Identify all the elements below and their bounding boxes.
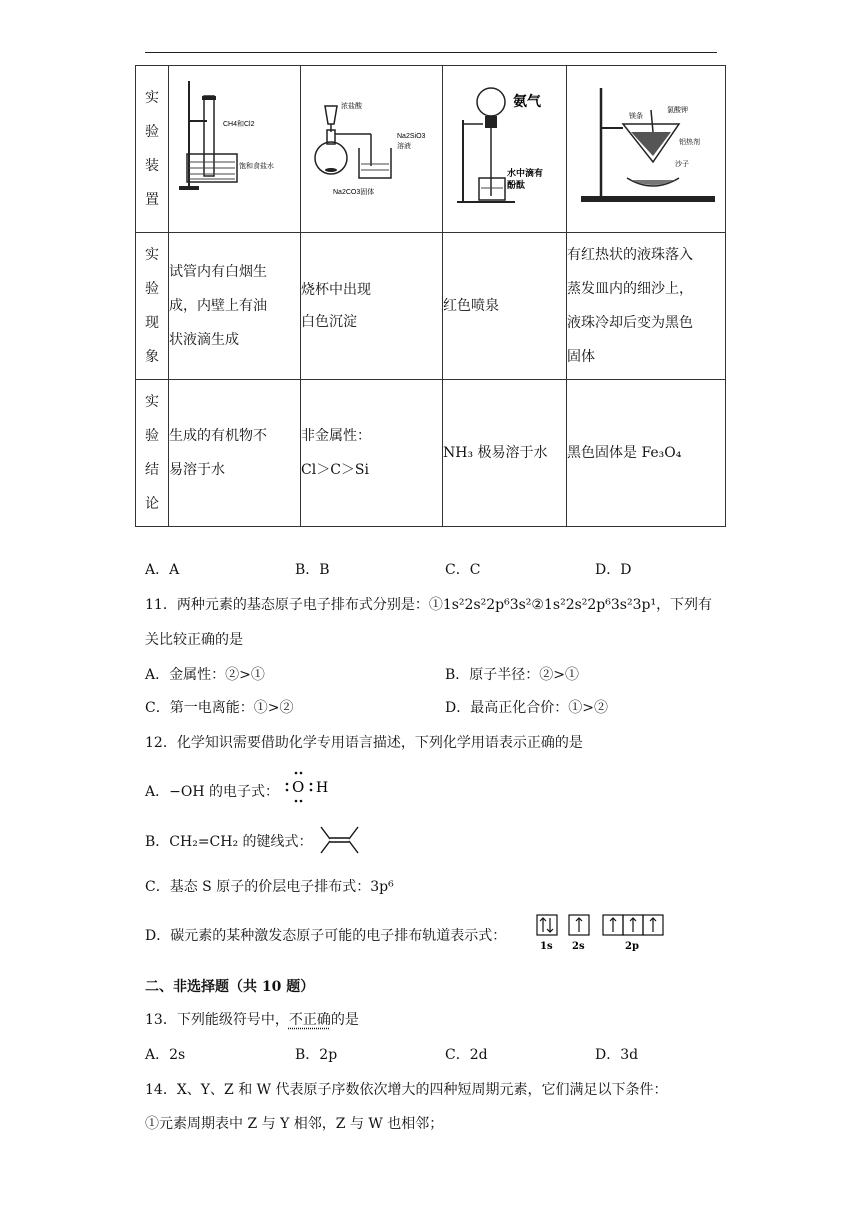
experiment-table (135, 65, 726, 527)
conclusion-c: NH₃ 极易溶于水 (443, 380, 567, 527)
q10-option-b[interactable]: B．B (295, 562, 330, 578)
q14-line1: 14．X、Y、Z 和 W 代表原子序数依次增大的四种短周期元素，它们满足以下条件： (145, 1082, 668, 1098)
apparatus-a (169, 66, 301, 233)
label-conc-hcl: 浓盐酸 (341, 103, 362, 110)
q11-option-d[interactable]: D．最高正化合价：①>② (445, 700, 608, 716)
q11-option-c[interactable]: C．第一电离能：①>② (145, 700, 294, 716)
q13-emphasis: 不正确 (288, 1012, 331, 1028)
q13-stem: 13．下列能级符号中，不正确的是 (145, 1012, 359, 1028)
phenomenon-c: 红色喷泉 (443, 233, 567, 380)
q11-config1: 1s²2s²2p⁶3s² (442, 597, 532, 613)
apparatus-d (567, 66, 726, 233)
orbital-label-2p: 2p (625, 941, 639, 952)
label-ammonia: 氨气 (513, 93, 541, 109)
q13-option-d[interactable]: D．3d (595, 1047, 639, 1063)
phenomenon-d: 有红热状的液珠落入 蒸发皿内的细沙上， 液珠冷却后变为黑色 固体 (567, 233, 726, 380)
row-header-phenomenon: 实 验 现 象 (136, 233, 169, 380)
label-phenolphthalein: 酚酞 (507, 180, 526, 190)
label-mg-ribbon: 镁条 (629, 113, 643, 120)
q11-config2: 1s²2s²2p⁶3s²3p¹ (543, 597, 657, 613)
header-rule (145, 52, 717, 53)
phenomenon-b: 烧杯中出现 白色沉淀 (301, 233, 443, 380)
conclusion-a: 生成的有机物不 易溶于水 (169, 380, 301, 527)
conclusion-b: 非金属性： Cl＞C＞Si (301, 380, 443, 527)
q10-option-a[interactable]: A．A (145, 562, 180, 578)
q11-stem-line1: 11．两种元素的基态原子电子排布式分别是：①1s²2s²2p⁶3s²②1s²2s²2p⁶3s²3p¹，下列有 (145, 597, 713, 613)
q12-option-d[interactable]: D．碳元素的某种激发态原子可能的电子排布轨道表示式： (145, 928, 507, 944)
apparatus-c (443, 66, 567, 233)
conclusion-d: 黑色固体是 Fe₃O₄ (567, 380, 726, 527)
orbital-label-2s: 2s (572, 941, 585, 952)
label-kclo3: 氯酸钾 (667, 107, 688, 114)
q11-option-a[interactable]: A．金属性：②>① (145, 667, 265, 683)
q12-stem: 12．化学知识需要借助化学专用语言描述，下列化学用语表示正确的是 (145, 735, 583, 751)
q12-option-b[interactable]: B．CH₂=CH₂ 的键线式： (145, 824, 363, 856)
phenomenon-a: 试管内有白烟生 成，内壁上有油 状液滴生成 (169, 233, 301, 380)
label-ch4-cl2: CH4和Cl2 (223, 121, 255, 128)
q10-option-c[interactable]: C．C (445, 562, 481, 578)
q11-stem-line2: 关比较正确的是 (145, 632, 243, 648)
q11-option-b[interactable]: B．原子半径：②>① (445, 667, 580, 683)
label-na2sio3: Na2SiO3 (397, 133, 426, 140)
label-solution: 溶液 (397, 143, 411, 150)
section-heading: 二、非选择题（共 10 题） (145, 979, 315, 995)
row-header-conclusion: 实 验 结 论 (136, 380, 169, 527)
label-sand: 沙子 (675, 161, 689, 168)
orbital-label-1s: 1s (540, 941, 553, 952)
label-na2co3: Na2CO3固体 (333, 189, 375, 196)
q13-option-b[interactable]: B．2p (295, 1047, 338, 1063)
label-thermite: 铝热剂 (679, 139, 700, 146)
q12-option-a[interactable]: A．−OH 的电子式： O H (145, 770, 335, 806)
q12-option-c[interactable]: C．基态 S 原子的价层电子排布式：3p⁶ (145, 879, 394, 895)
q10-option-d[interactable]: D．D (595, 562, 632, 578)
q14-line2: ①元素周期表中 Z 与 Y 相邻，Z 与 W 也相邻； (145, 1116, 444, 1132)
orbital-diagram (535, 913, 665, 953)
ethylene-skeletal-icon (317, 824, 363, 856)
hydrogen-symbol: H (316, 780, 329, 796)
hydroxyl-lewis-structure (283, 770, 335, 806)
apparatus-b (301, 66, 443, 233)
q13-option-a[interactable]: A．2s (145, 1047, 186, 1063)
label-brine: 饱和食盐水 (239, 163, 274, 170)
oxygen-symbol: O (292, 778, 305, 796)
label-water-phenol: 水中滴有 (507, 168, 544, 178)
row-header-device: 实 验 装 置 (136, 66, 169, 233)
q13-option-c[interactable]: C．2d (445, 1047, 488, 1063)
